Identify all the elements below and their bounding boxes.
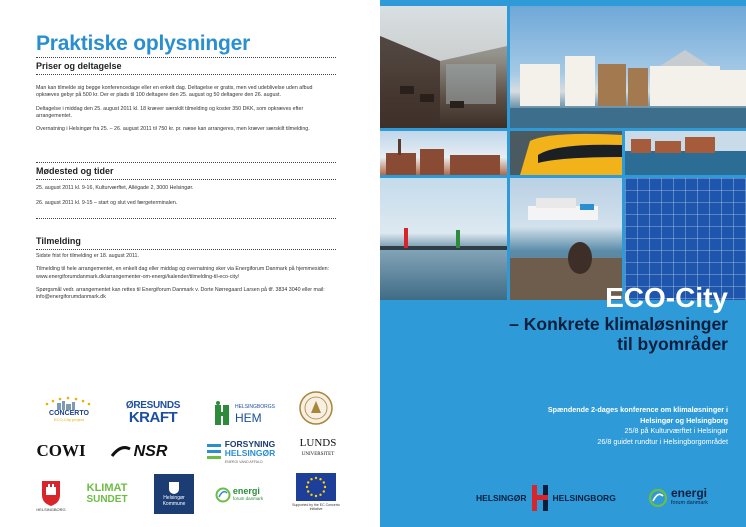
photo-interior bbox=[380, 6, 507, 128]
helsingborgs-hem-logo bbox=[204, 400, 284, 426]
energi-circle-icon bbox=[648, 488, 668, 508]
harbour-entrance-image bbox=[380, 178, 507, 300]
eu-flag-icon bbox=[296, 473, 336, 501]
section-heading: Priser og deltagelse bbox=[36, 61, 122, 71]
helsingborg-text: HELSINGBORG bbox=[552, 493, 616, 503]
section-modested bbox=[36, 162, 336, 219]
forum-danmark-text: forum danmark bbox=[671, 500, 708, 506]
energiforum-logo bbox=[206, 484, 272, 506]
concerto-text: CONCERTO bbox=[49, 410, 89, 417]
crest-icon bbox=[40, 479, 62, 507]
section-priser bbox=[36, 57, 336, 133]
eu-logo bbox=[292, 468, 340, 516]
concerto-sub: ECO-City project bbox=[53, 417, 84, 422]
lunds-universitet-logo bbox=[294, 434, 342, 464]
paragraph: 25. august 2011 kl. 9-16, Kulturværftet, Allégade 2, 3000 Helsingør. bbox=[36, 185, 194, 191]
paragraph: 26. august 2011 kl. 9-15 – start og slut ved færgeterminalen. bbox=[36, 200, 178, 207]
divider bbox=[36, 249, 336, 250]
paragraph: Spørgsmål vedr. arrangementet kan rettes til Energiforum Danmark v. Dorte Nørregaard Larsen på tlf. 3834 3040 eller mail: info@energiforumdanmark.dk bbox=[36, 286, 325, 301]
train-image bbox=[510, 131, 622, 175]
forsyning-icon bbox=[207, 442, 223, 464]
photo-harbour bbox=[510, 6, 746, 128]
energi-circle-icon bbox=[215, 487, 231, 503]
klimat-text: KLIMAT bbox=[86, 482, 128, 494]
paragraph: Deltagelse i middag den 25. august 2011 kl. 18 kræver særskilt tilmelding og koster 350 DKK, som opkræves efter arrangementet. bbox=[36, 105, 304, 119]
helsingborg-crest-logo bbox=[36, 474, 66, 516]
universitet-text: UNIVERSITET bbox=[301, 452, 335, 457]
helsingborg-small-text: HELSINGBORG bbox=[36, 506, 66, 512]
paragraph: Man kan tilmelde sig begge konferencedage eller en enkelt dag. Deltagelse er gratis, men ved udeblivelse uden afbud opkræves gebyr på 500 kr. Der er plads til 100 deltagere den 25. august og 50 deltagere den 26. august. bbox=[36, 85, 313, 99]
klimatsundet-logo bbox=[80, 480, 134, 508]
subtitle-line-2: til byområder bbox=[617, 334, 728, 354]
conference-info bbox=[548, 405, 728, 447]
energi-text: energi bbox=[671, 486, 708, 500]
eco-city-title: ECO-City bbox=[605, 282, 728, 313]
stars-icon bbox=[39, 396, 99, 410]
sundet-text: SUNDET bbox=[86, 494, 128, 505]
nsr-text: NSR bbox=[133, 443, 168, 460]
h-symbol-icon bbox=[529, 483, 551, 513]
forsyning-tag: ENERGI VAND AFFALD bbox=[224, 459, 263, 464]
helsingor-kommune-text-1: Helsingør bbox=[163, 495, 185, 501]
photo-harbour-entrance bbox=[380, 178, 507, 300]
section-heading: Tilmelding bbox=[36, 236, 81, 246]
conf-line-2: Helsingør og Helsingborg bbox=[640, 415, 728, 425]
eco-city-subtitle bbox=[509, 314, 728, 354]
lund-seal-logo bbox=[298, 390, 334, 426]
waterfront-image bbox=[625, 131, 746, 175]
hem-text: HEM bbox=[234, 411, 262, 425]
kraft-text: KRAFT bbox=[128, 409, 178, 426]
forsyning-sub: HELSINGØR bbox=[224, 447, 276, 458]
paragraph: Overnatning i Helsingør fra 25. – 26. august 2011 til 750 kr. pr. næse kan arrangeres, men kræver særskilt tilmelding. bbox=[36, 126, 310, 133]
section-heading: Mødested og tider bbox=[36, 166, 114, 176]
eu-support-text: Supported by the EC Concerto Initiative bbox=[292, 502, 340, 511]
concerto-logo bbox=[36, 392, 102, 426]
photo-waterfront bbox=[625, 131, 746, 175]
conf-line-4: 26/8 guidet rundtur i Helsingborgområdet bbox=[597, 436, 728, 446]
photo-copenhagen bbox=[380, 131, 507, 175]
lunds-text: LUNDS bbox=[299, 437, 337, 449]
section-tilmelding bbox=[36, 233, 336, 301]
seal-icon bbox=[299, 391, 333, 425]
forsyning-text: FORSYNING bbox=[224, 438, 276, 449]
helsingor-text: HELSINGØR bbox=[476, 493, 527, 503]
photo-train bbox=[510, 131, 622, 175]
helsingor-kommune-text-2: Kommune bbox=[162, 501, 186, 507]
divider bbox=[36, 74, 336, 75]
kommune-crest-icon bbox=[168, 481, 180, 495]
conf-line-1: Spændende 2-dages konference om klimaløsninger i bbox=[547, 405, 728, 414]
nsr-logo bbox=[96, 442, 181, 462]
right-page bbox=[380, 0, 746, 527]
oresunds-text: ØRESUNDS bbox=[125, 400, 181, 411]
harbour-image bbox=[510, 6, 746, 128]
paragraph: Tilmelding til hele arrangementet, en enkelt dag eller middag og overnatning sker via Energiforum Danmark på hjemmesiden: www.energiforumdanmark.dk/arrangementer-om-energi/kalender/tilmelding-til-eco-city/ bbox=[36, 266, 330, 280]
left-page bbox=[0, 0, 372, 527]
divider bbox=[36, 179, 336, 180]
divider bbox=[36, 218, 336, 219]
forum-danmark-text: forum danmark bbox=[232, 496, 264, 501]
page-title: Praktiske oplysninger bbox=[36, 32, 251, 55]
oresundskraft-logo bbox=[118, 398, 188, 426]
energiforum-right-logo bbox=[648, 484, 730, 512]
cowi-logo: COWI bbox=[36, 441, 86, 460]
conf-line-3: 25/8 på Kulturværftet i Helsingør bbox=[624, 426, 728, 435]
energi-text: energi bbox=[232, 486, 260, 496]
hem-house-icon bbox=[213, 401, 233, 425]
nsr-swoosh-icon bbox=[110, 444, 132, 460]
hem-small-text: HELSINGBORGS bbox=[234, 404, 275, 410]
helsingor-helsingborg-logo bbox=[476, 485, 636, 511]
paragraph: Sidste frist for tilmelding er 18. august 2011. bbox=[36, 253, 139, 259]
interior-image bbox=[380, 6, 507, 128]
sponsor-logos bbox=[36, 388, 341, 518]
subtitle-line-1: – Konkrete klimaløsninger bbox=[509, 314, 728, 334]
forsyning-logo bbox=[194, 440, 288, 466]
copenhagen-image bbox=[380, 131, 507, 175]
helsingor-kommune-logo bbox=[154, 474, 194, 514]
